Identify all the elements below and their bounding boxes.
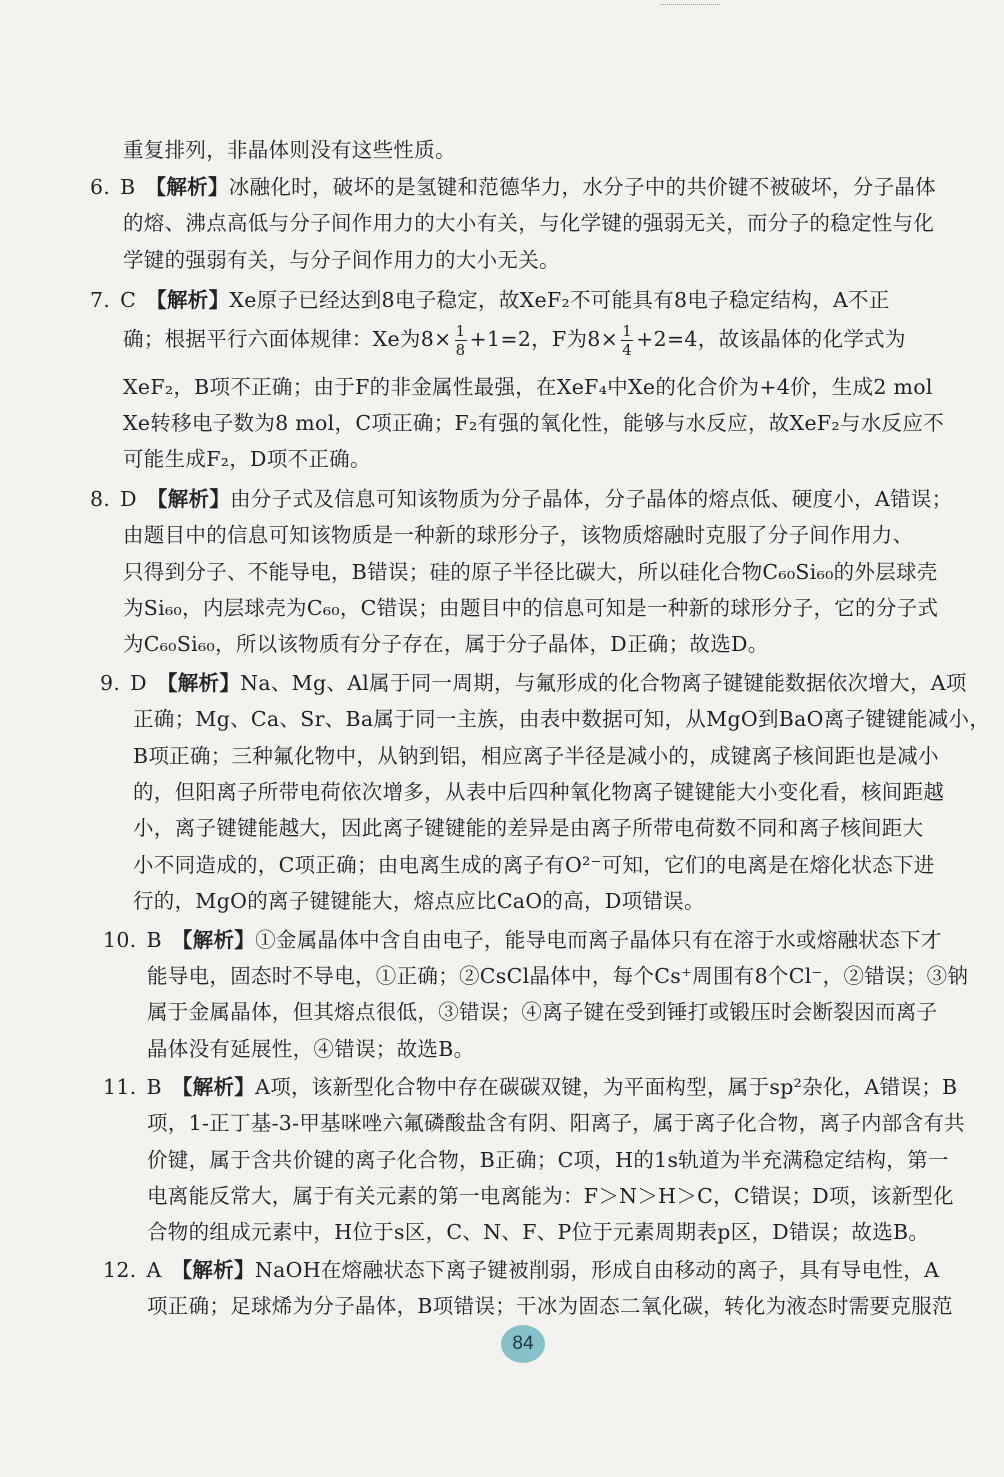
text-line: 电离能反常大，属于有关元素的第一电离能为：F＞N＞H＞C，C错误；D项，该新型化	[147, 1184, 954, 1208]
question-text: Na、Mg、Al属于同一周期，与氟形成的化合物离子键键能数据依次增大，A项	[240, 671, 967, 695]
answer-letter: B	[146, 1075, 162, 1099]
question-number: 11.	[103, 1075, 137, 1099]
answer-letter: D	[130, 671, 147, 695]
formula-line	[123, 322, 906, 359]
text-line: 项正确；足球烯为分子晶体，B项错误；干冰为固态二氧化碳，转化为液态时需要克服范	[147, 1294, 953, 1318]
question-6	[90, 172, 936, 202]
question-number: 7.	[90, 288, 111, 312]
text-line: 小，离子键键能越大，因此离子键键能的差异是由离子所带电荷数不同和离子核间距大	[133, 816, 924, 840]
fraction-1-8	[455, 322, 467, 359]
text-line: 为Si₆₀，内层球壳为C₆₀，C错误；由题目中的信息可知是一种新的球形分子，它的分子式	[123, 596, 939, 620]
question-number: 6.	[90, 175, 111, 199]
analysis-tag: 【解析】	[146, 288, 230, 312]
text-line: 属于金属晶体，但其熔点很低，③错误；④离子键在受到锤打或锻压时会断裂因而离子	[147, 1000, 938, 1024]
answer-letter: D	[120, 487, 137, 511]
text-line: 晶体没有延展性，④错误；故选B。	[147, 1037, 475, 1061]
text-line: 项，1-正丁基-3-甲基咪唑六氟磷酸盐含有阴、阳离子，属于离子化合物，离子内部含有共	[147, 1111, 965, 1135]
question-number: 8.	[90, 487, 111, 511]
text-line: XeF₂，B项不正确；由于F的非金属性最强，在XeF₄中Xe的化合价为+4价，生成2 mol	[123, 375, 933, 399]
question-number: 9.	[100, 671, 121, 695]
analysis-tag: 【解析】	[171, 1258, 255, 1282]
question-text: NaOH在熔融状态下离子键被削弱，形成自由移动的离子，具有导电性，A	[254, 1258, 940, 1282]
text-line: 只得到分子、不能导电，B错误；硅的原子半径比碳大，所以硅化合物C₆₀Si₆₀的外层球壳	[123, 560, 938, 584]
question-text: Xe原子已经达到8电子稳定，故XeF₂不可能具有8电子稳定结构，A不正	[229, 288, 890, 312]
text-line: 的熔、沸点高低与分子间作用力的大小有关，与化学键的强弱无关，而分子的稳定性与化	[123, 211, 935, 235]
text-line: 可能生成F₂，D项不正确。	[123, 447, 371, 471]
text-line: 正确；Mg、Ca、Sr、Ba属于同一主族，由表中数据可知，从MgO到BaO离子键键能减小，	[133, 707, 991, 731]
question-7	[90, 285, 890, 315]
fraction-denominator: 8	[455, 341, 466, 359]
analysis-tag: 【解析】	[171, 1075, 256, 1099]
answer-letter: B	[120, 175, 136, 199]
question-number: 12.	[103, 1258, 137, 1282]
answer-letter: C	[120, 288, 137, 312]
answer-letter: A	[146, 1258, 162, 1282]
analysis-tag: 【解析】	[146, 487, 231, 511]
analysis-tag: 【解析】	[156, 671, 241, 695]
text-line: 由题目中的信息可知该物质是一种新的球形分子，该物质熔融时克服了分子间作用力、	[123, 523, 914, 547]
formula-mid: +1=2，F为8×	[469, 327, 619, 351]
scan-mark	[660, 0, 720, 5]
fraction-numerator: 1	[455, 322, 466, 340]
formula-pre: 确；根据平行六面体规律：Xe为8×	[123, 327, 452, 351]
text-line: 学键的强弱有关，与分子间作用力的大小无关。	[123, 248, 560, 272]
question-9	[100, 668, 967, 698]
text-line: 合物的组成元素中，H位于s区，C、N、F、P位于元素周期表p区，D错误；故选B。	[147, 1220, 930, 1244]
text-line: 行的，MgO的离子键键能大，熔点应比CaO的高，D项错误。	[133, 889, 705, 913]
text-line: 价键，属于含共价键的离子化合物，B正确；C项，H的1s轨道为半充满稳定结构，第一	[147, 1148, 949, 1172]
analysis-tag: 【解析】	[145, 175, 229, 199]
answer-letter: B	[146, 928, 162, 952]
text-line: 重复排列，非晶体则没有这些性质。	[123, 138, 456, 162]
question-12	[103, 1255, 939, 1285]
question-8	[90, 484, 952, 514]
text-line: 为C₆₀Si₆₀，所以该物质有分子存在，属于分子晶体，D正确；故选D。	[123, 632, 769, 656]
text-line: 小不同造成的，C项正确；由电离生成的离子有O²⁻可知，它们的电离是在熔化状态下进	[133, 853, 935, 877]
question-text: 由分子式及信息可知该物质为分子晶体，分子晶体的熔点低、硬度小，A错误；	[230, 487, 953, 511]
text-line: 能导电，固态时不导电，①正确；②CsCl晶体中，每个Cs⁺周围有8个Cl⁻，②错误；③钠	[147, 964, 969, 988]
fraction-1-4	[621, 322, 633, 359]
fraction-denominator: 4	[622, 341, 633, 359]
fraction-numerator: 1	[622, 322, 633, 340]
formula-post: +2=4，故该晶体的化学式为	[636, 327, 906, 351]
text-line: B项正确；三种氟化物中，从钠到铝，相应离子半径是减小的，成键离子核间距也是减小	[133, 744, 939, 768]
question-10	[103, 925, 942, 955]
text-line: Xe转移电子数为8 mol，C项正确；F₂有强的氧化性，能够与水反应，故XeF₂与水反应不	[123, 411, 944, 435]
question-text: A项，该新型化合物中存在碳碳双键，为平面构型，属于sp²杂化，A错误；B	[255, 1075, 958, 1099]
question-number: 10.	[103, 928, 137, 952]
question-11	[103, 1072, 957, 1102]
question-text: ①金属晶体中含自由电子，能导电而离子晶体只有在溶于水或熔融状态下才	[255, 928, 942, 952]
page-number: 84	[512, 1333, 534, 1354]
page-number-badge	[501, 1325, 545, 1363]
question-text: 冰融化时，破坏的是氢键和范德华力，水分子中的共价键不被破坏，分子晶体	[228, 175, 936, 199]
text-line: 的，但阳离子所带电荷依次增多，从表中后四种氧化物离子键键能大小变化看，核间距越	[133, 780, 945, 804]
analysis-tag: 【解析】	[171, 928, 256, 952]
